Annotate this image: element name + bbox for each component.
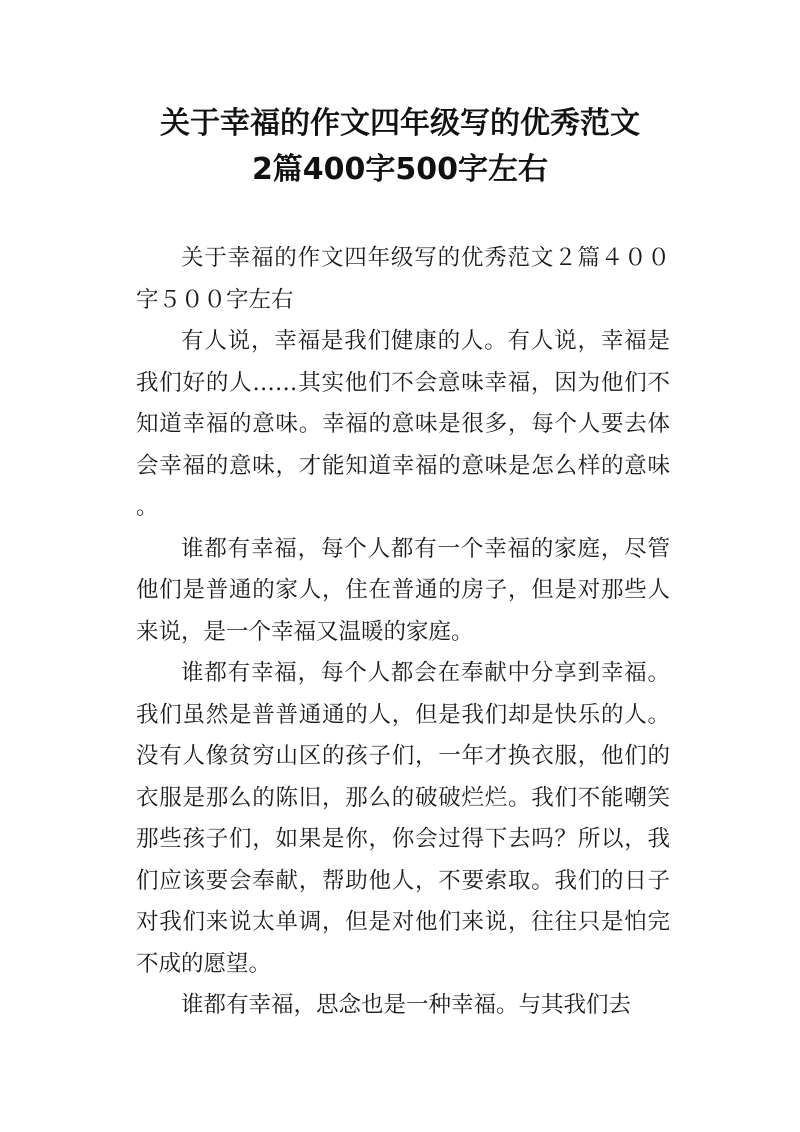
paragraph-2: 谁都有幸福，每个人都有一个幸福的家庭，尽管他们是普通的家人，住在普通的房子，但是对那些人来说，是一个幸福又温暖的家庭。: [136, 535, 670, 645]
paragraph-3: 谁都有幸福，每个人都会在奉献中分享到幸福。我们虽然是普普通通的人，但是我们却是快乐的人。没有人像贫穷山区的孩子们，一年才换衣服，他们的衣服是那么的陈旧，那么的破破烂烂。我们不能嘲笑那些孩子们，如果是你，你会过得下去吗？所以，我们应该要会奉献，帮助他人，不要索取。我们的日子对我们来说太单调，但是对他们来说，往往只是怕完不成的愿望。: [136, 660, 670, 977]
paragraph-1: 有人说，幸福是我们健康的人。有人说，幸福是我们好的人……其实他们不会意味幸福，因为他们不知道幸福的意味。幸福的意味是很多，每个人要去体会幸福的意味，才能知道幸福的意味是怎么样的意味。: [136, 328, 670, 520]
document-title-line-2: 2篇400字500字左右: [251, 152, 549, 187]
paragraph-4: 谁都有幸福，思念也是一种幸福。与其我们去: [181, 992, 632, 1018]
document-body: [136, 238, 670, 1027]
paragraph-subtitle: 关于幸福的作文四年级写的优秀范文２篇４００字５００字左右: [136, 245, 670, 313]
document-title-line-1: 关于幸福的作文四年级写的优秀范文: [160, 106, 640, 141]
